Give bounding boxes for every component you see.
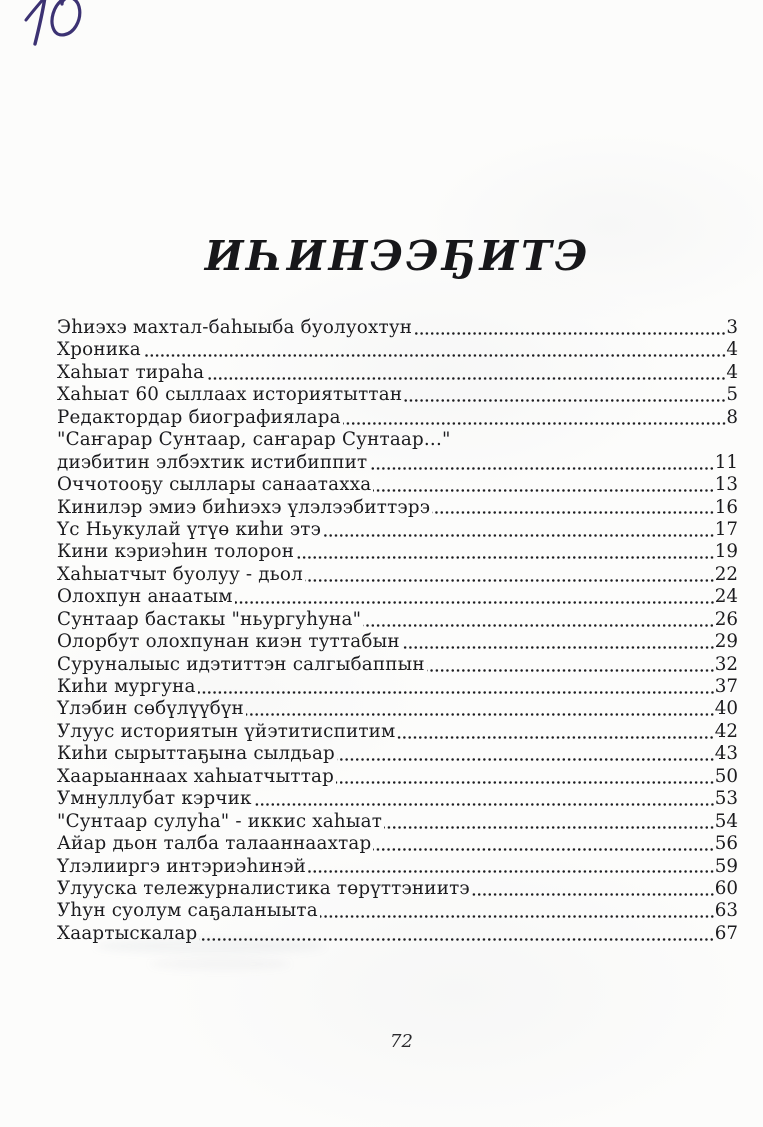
dot-leader (336, 780, 715, 785)
toc-entry-page-number: 50 (714, 765, 738, 787)
toc-entry-page-number: 24 (714, 586, 738, 608)
toc-entry (57, 519, 738, 541)
page-bleed-through-smudge (150, 958, 290, 970)
dot-leader (343, 421, 727, 426)
toc-entry-page-number: 37 (714, 676, 738, 697)
toc-entry (57, 811, 738, 833)
dot-leader (414, 331, 726, 336)
folio-page-number: 72 (390, 1031, 413, 1052)
toc-entry-title: Хаһыатчыт буолуу - дьол (57, 563, 303, 585)
toc-entry (57, 721, 738, 743)
toc-entry (57, 474, 738, 496)
dot-leader (323, 533, 715, 538)
toc-entry-page-number: 19 (714, 541, 738, 563)
dot-leader (369, 466, 714, 471)
contents-title: ИҺИНЭЭҔИТЭ (204, 232, 591, 280)
toc-entry-title: Умнуллубат кэрчик (57, 788, 252, 810)
toc-entry-page-number: 56 (714, 833, 738, 855)
toc-entry-page-number: 26 (714, 608, 738, 630)
dot-leader (363, 623, 714, 628)
toc-entry-page-number: 54 (714, 810, 738, 832)
dot-leader (206, 376, 726, 381)
toc-entry-title: Айар дьон талба талааннаахтар (57, 833, 372, 855)
toc-entry-title: Олохпун анаатым (57, 586, 233, 608)
toc-entry (57, 833, 738, 855)
toc-entry (57, 541, 738, 563)
toc-entry (57, 788, 738, 810)
toc-entry-page-number: 4 (726, 339, 738, 361)
dot-leader (296, 555, 715, 560)
toc-entry-title: Хаартыскалар (57, 922, 198, 944)
dot-leader (402, 645, 715, 650)
toc-entry-title: "Саҥарар Сунтаар, саҥарар Сунтаар..." (57, 429, 451, 451)
toc-entry (57, 407, 738, 429)
toc-entry (57, 698, 738, 720)
toc-entry-page-number: 13 (714, 474, 738, 496)
toc-entry (57, 429, 738, 451)
dot-leader (373, 488, 714, 493)
toc-entry (57, 923, 738, 945)
toc-entry-page-number: 67 (714, 922, 738, 944)
dot-leader (308, 869, 715, 874)
toc-entry-title: "Сунтаар сулуһа" - иккис хаһыат (57, 810, 383, 832)
toc-entry (57, 878, 738, 900)
toc-entry-page-number: 16 (714, 496, 738, 518)
toc-entry (57, 317, 738, 339)
dot-leader (246, 712, 715, 717)
dot-leader (320, 914, 715, 919)
toc-entry-title: Хаарыаннаах хаһыатчыттар (57, 765, 335, 787)
dot-leader (453, 443, 738, 448)
toc-entry-title: Олорбут олохпунан киэн туттабын (57, 631, 400, 653)
toc-entry-title: Кинилэр эмиэ биһиэхэ үлэлээбиттэрэ (57, 496, 431, 518)
toc-entry-page-number: 63 (714, 900, 738, 922)
toc-entry-page-number: 32 (714, 653, 738, 675)
toc-entry-page-number: 53 (714, 788, 738, 810)
dot-leader (305, 578, 715, 583)
dot-leader (254, 802, 715, 807)
toc-entry (57, 609, 738, 631)
toc-entry-page-number: 42 (714, 720, 738, 742)
toc-entry (57, 766, 738, 788)
toc-entry-page-number: 29 (714, 631, 738, 653)
dot-leader (397, 735, 714, 740)
toc-entry-title: Эһиэхэ махтал-баһыыба буолуохтун (57, 317, 413, 338)
toc-entry-page-number: 11 (714, 451, 738, 473)
toc-entry-page-number: 40 (714, 698, 738, 720)
toc-entry (57, 384, 738, 406)
dot-leader (235, 600, 715, 605)
toc-entry-title: Оччотооҕу сыллары санаатахха (57, 474, 372, 496)
toc-entry (57, 856, 738, 878)
toc-entry-title: Суруналыыс идэтиттэн салгыбаппын (57, 653, 425, 675)
toc-entry-page-number: 22 (714, 563, 738, 585)
handwritten-number-mark (18, 0, 90, 54)
toc-entry-title: Хаһыат тираһа (57, 361, 205, 383)
toc-entry-page-number: 5 (726, 384, 738, 406)
toc-entry-page-number: 8 (726, 406, 738, 428)
toc-entry (57, 339, 738, 361)
toc-entry-title: Үлэлииргэ интэриэһинэй (57, 855, 307, 877)
toc-entry-title: Киһи мургуна (57, 676, 196, 697)
toc-entry-title: Улууска тележурналистика төрүттэниитэ (57, 877, 470, 899)
toc-entry-title: Кини кэриэһин толорон (57, 541, 295, 563)
toc-entry-page-number: 60 (714, 877, 738, 899)
toc-entry (57, 631, 738, 653)
dot-leader (337, 757, 715, 762)
toc-list (57, 317, 738, 945)
toc-entry-title: Сунтаар бастакы "ньургуһуна" (57, 608, 362, 630)
dot-leader (198, 690, 715, 695)
dot-leader (404, 398, 726, 403)
toc-entry-title: Үлэбин сөбүлүүбүн (57, 698, 244, 720)
toc-entry-page-number: 59 (714, 855, 738, 877)
toc-entry-title: Хроника (57, 339, 141, 361)
toc-entry (57, 362, 738, 384)
toc-entry-title: Хаһыат 60 сыллаах историятыттан (57, 384, 403, 406)
toc-entry-title: Улуус историятын үйэтитиспитим (57, 720, 396, 742)
toc-entry-title: диэбитин элбэхтик истибиппит (57, 451, 368, 473)
toc-entry-page-number: 3 (726, 317, 738, 338)
dot-leader (199, 937, 714, 942)
toc-entry (57, 654, 738, 676)
dot-leader (432, 510, 715, 515)
toc-entry (57, 676, 738, 698)
dot-leader (373, 847, 714, 852)
dot-leader (427, 668, 715, 673)
toc-entry-title: Уһун суолум саҕаланыыта (57, 900, 318, 922)
toc-entry (57, 743, 738, 765)
toc-entry-page-number: 17 (714, 518, 738, 540)
content-column (57, 228, 738, 945)
toc-entry (57, 586, 738, 608)
toc-entry-title: Үс Ньукулай үтүө киһи этэ (57, 518, 322, 540)
toc-entry-page-number: 43 (714, 743, 738, 765)
dot-leader (472, 892, 715, 897)
toc-entry (57, 497, 738, 519)
toc-entry (57, 564, 738, 586)
toc-entry (57, 452, 738, 474)
toc-entry-page-number: 4 (726, 361, 738, 383)
toc-entry-title: Киһи сырыттаҕына сылдьар (57, 743, 335, 765)
toc-entry-title: Редактордар биографиялара (57, 406, 341, 428)
dot-leader (143, 353, 727, 358)
dot-leader (384, 825, 715, 830)
toc-entry (57, 900, 738, 922)
